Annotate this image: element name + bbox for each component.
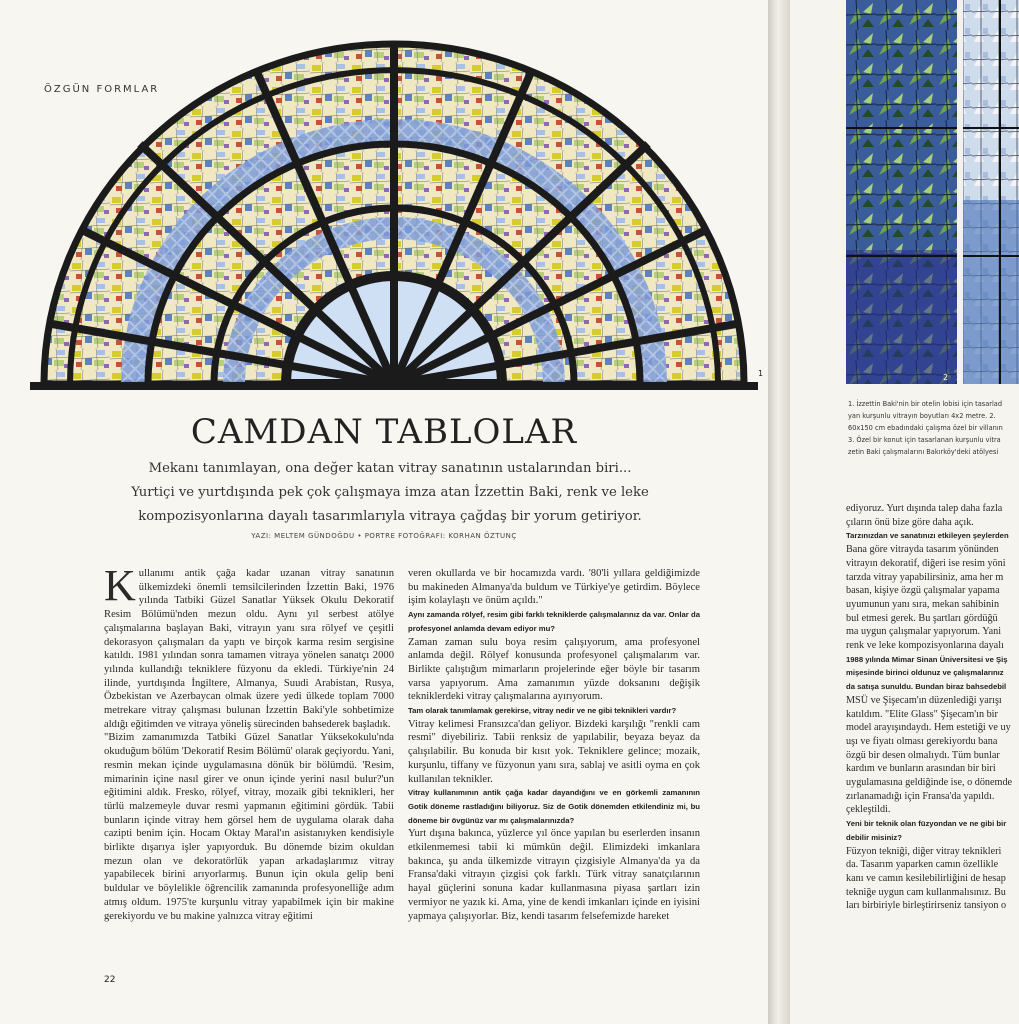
text-line: da satışa sunuldu. Bundan biraz bahsedebil <box>846 682 1007 692</box>
paragraph: Zaman zaman sulu boya resim çalışıyorum, ama profesyonel anlamda değil. Rölyef konusunda profesyonel çalışmalarım var. Birlikte çalıştığım mimarların projelerinde eğer böyle bir tasarım varsa yapıyorum. Ama zamanımın yüzde doksanını değişik tekniklerdeki vitray çalışmalarına ayırıyorum. <box>408 636 700 703</box>
interview-question: Vitray kullanımının antik çağa kadar dayandığını ve en görkemli zamanının Gotik döneme rastladığını biliyoruz. Siz de Gotik dönemden etkilendiniz mi, bu döneme bir övgünüz var mı çalışmalarınızda? <box>408 788 700 825</box>
lead-line: kompozisyonlarına dayalı tasarımlarıyla vitraya çağdaş bir yorum getiriyor. <box>138 509 642 524</box>
text-line: katıldım. "Elite Glass" Şişecam'ın bir <box>846 708 998 720</box>
right-page <box>790 0 1019 1024</box>
photo-number-3: 3 <box>956 373 962 382</box>
text-line: 1988 yılında Mimar Sinan Üniversitesi ve Şiş <box>846 654 1008 664</box>
text-line: özgü bir desen olmalıydı. Tüm bunlar <box>846 749 1000 761</box>
text-line: renk ve leke kompozisyonlarına dayalı <box>846 640 1004 652</box>
photo-caption <box>848 398 1019 458</box>
paragraph: Yurt dışına bakınca, yüzlerce yıl önce yapılan bu eserlerden insanın etkilenmemesi tabii ki mümkün değil. Elimizdeki imkanlara bakınca, şu anda ülkemizde vitrayın çizgisiyle Almanya'da ya da Fransa'daki vitrayın çizgisi çok farklı. Türk vitray sanatçılarının hayal güçlerini sonuna kadar kullanmasına piyasa şartları izin vermiyor ne yazık ki. Ama, yine de kendi imkanları içinde en iyisini yapmaya çalışıyorlar. Biz, kendi tasarım felsefemizde hareket <box>408 828 700 922</box>
text-line: bul etmesi gerek. Bu şartları gördüğü <box>846 612 998 624</box>
text-line: Füzyon tekniği, diğer vitray teknikleri <box>846 845 1002 857</box>
text-column-2 <box>408 567 700 923</box>
text-line: Yeni bir teknik olan füzyondan ve ne gibi bir <box>846 819 1007 829</box>
text-line: ma uygun çalışmalar yapıyorum. Yani <box>846 626 1002 638</box>
text-line: debilir misiniz? <box>846 832 902 842</box>
text-line: tarzda vitray yapabilirsiniz, ama her m <box>846 571 1004 583</box>
page-gutter <box>768 0 790 1024</box>
text-line: MSÜ ve Şişecam'ın düzenlediği yarışı <box>846 694 1002 706</box>
text-line: ediyoruz. Yurt dışında talep daha fazla <box>846 503 1003 514</box>
text-line: zırlanamadığı için Fransa'da yapıldı. <box>846 790 995 802</box>
text-line: basan, kişiye özgü çalışmalar yapama <box>846 585 1000 597</box>
paragraph <box>846 543 1019 653</box>
paragraph <box>846 845 1019 914</box>
paragraph <box>846 502 1019 529</box>
caption-line: yan kurşunlu vitrayın boyutları 4x2 metre. 2. <box>848 412 996 420</box>
text-line: da. Tasarım yaparken camın özellikle <box>846 859 999 871</box>
paragraph: veren okullarda ve bir hocamızda vardı. '80'li yıllara geldiğimizde bu makineden Almanya'da buldum ve Türkiye'ye getirdim. Böylece işim kolaylaştı ve önüm açıldı." <box>408 568 700 607</box>
interview-question <box>846 817 1019 844</box>
page-number: 22 <box>104 975 116 985</box>
interview-question <box>846 529 1019 543</box>
text-line: uygulamasına geldiğinde ise, o dönemde <box>846 777 1013 789</box>
text-line: kardım ve bunların arasından bir biri <box>846 763 996 775</box>
lead-line: Mekanı tanımlayan, ona değer katan vitray sanatının ustalarından biri... <box>148 461 632 476</box>
text-line: uşı ve fiyatı olması gerekiyordu bana <box>846 735 998 747</box>
text-line: model arayışındaydı. Hem estetiği ve uy <box>846 722 1011 734</box>
caption-line: 1. İzzettin Baki'nin bir otelin lobisi için tasarlad <box>848 400 1003 408</box>
text-line: ları birbiriyle birleştirirseniz tansiyon o <box>846 900 1007 912</box>
text-line: çıların önü bize göre daha açık. <box>846 516 974 528</box>
figure-number: 1 <box>758 369 764 378</box>
caption-line: zetin Baki çalışmalarını Bakırköy'deki atölyesi <box>848 448 999 456</box>
section-label: ÖZGÜN FORMLAR <box>44 84 160 95</box>
byline: YAZI: MELTEM GÜNDOĞDU • PORTRE FOTOĞRAFI: KORHAN ÖZTUNÇ <box>251 532 517 540</box>
paragraph-text: ullanımı antik çağa kadar uzanan vitray sanatının ülkemizdeki önemli temsilcilerinden İzzettin Baki, 1976 yılında Tatbiki Güzel Sanatlar Yüksek Okulu Dekoratif Resim Bölümü'nden mezun oldu. Aynı yıl serbest atölye çalışmalarına başlayan Baki, vitrayın yanı sıra rölyef ve çeşitli dekorasyon çalışmaları da yaptı ve birçok karma resim sergisine katıldı. 1981 yılından sonra tamamen vitraya yönelen sanatçı 2000 yılında kullandığı tekniklere füzyonu da ekledi. Türkiye'nin 24 ilinde, yurtdışında İngiltere, Almanya, Suudi Arabistan, Rusya, Özbekistan ve Azerbaycan olmak üzere yedi ülkede toplam 7000 metrekare vitray çalışması bulunan İzzettin Baki'yle sohbetimize aldığı eğitimden ve vitraya yöneliş sürecinden bahsederek başladık. <box>104 568 394 730</box>
photo-number-2: 2 <box>943 373 949 382</box>
text-line: kanı ve camın kesilebilirliğini de hesap <box>846 872 1006 884</box>
stained-glass-photos <box>846 0 1019 384</box>
stained-glass-window-image <box>30 40 758 390</box>
stained-glass-photo-image <box>846 0 1019 384</box>
paragraph: Vitray kelimesi Fransızca'dan geliyor. Bizdeki karşılığı "renkli cam resmi" diyebiliriz. Tabii renksiz de yapılabilir, beyaza beyaz da çalışılabilir. Bu konuda bir kısıt yok. Tekniklere gelince; mozaik, kurşunlu, tiffany ve füzyonun yanı sıra, sablaj ve asitli oyma en çok kullanılan teknikler. <box>408 718 700 785</box>
interview-question: Tam olarak tanımlamak gerekirse, vitray nedir ve ne gibi teknikleri vardır? <box>408 706 677 716</box>
interview-question <box>846 653 1019 694</box>
text-line: Bana göre vitrayda tasarım yönünden <box>846 544 999 556</box>
text-line: çekleştildi. <box>846 804 891 816</box>
paragraph: "Bizim zamanımızda Tatbiki Güzel Sanatlar Yüksekokulu'nda okuduğum bölüm 'Dekoratif Resim Bölümü' olarak geçiyordu. Yani, resmin mekan içinde uygulamasına dönük bir bölümdü. 'Resim, mimarinin içine nasıl girer ve onun içinde yerini nasıl bulur?'un eğitimini aldık. Fresko, rölyef, vitray, mozaik gibi teknikleri, her türlü malzemeyle duvar resmi yapmanın eğitimini gördük. Tabii bunların içinde vitray hem görsel hem de uygulama olarak daha cazipti benim için. Hocam Oktay Maral'ın asistanıyken kendisiyle birlikte dışarıya işler yapıyorduk. Bu dönemde bizim okuldan mezun olan ve dekoratörlük yapan arkadaşlarımız vitray yapabilecek birini arıyorlarmış. Bunun için okula gelip beni buldular ve böylelikle öğrencilik zamanında profesyonelliğe adım atmış oldum. 1975'te kurşunlu vitray yapabilmek için bir makine gerekiyordu ve bu makine yalnızca vitray eğitimi <box>104 732 394 922</box>
interview-question: Aynı zamanda rölyef, resim gibi farklı tekniklerde çalışmalarınız da var. Onlar da profesyonel anlamda devam ediyor mu? <box>408 610 700 633</box>
text-line: vitrayın dekoratif, diğeri ise resim yöni <box>846 557 1006 569</box>
article-title: CAMDAN TABLOLAR <box>190 412 578 452</box>
caption-line: 60x150 cm ebadındaki çalışma özel bir villanın <box>848 424 1003 432</box>
text-line: mişesinde birinci oldunuz ve çalışmalarınız <box>846 668 1004 678</box>
paragraph <box>104 561 394 731</box>
caption-line: 3. Özel bir konut için tasarlanan kurşunlu vitra <box>848 436 1001 444</box>
text-line: Tarzınızdan ve sanatınızı etkileyen şeylerden <box>846 531 1009 541</box>
lead-line: Yurtiçi ve yurtdışında pek çok çalışmaya imza atan İzzettin Baki, renk ve leke <box>131 485 649 500</box>
text-column-1 <box>104 561 394 923</box>
text-line: uyumunun yanı sıra, mekan sahibinin <box>846 598 1000 610</box>
paragraph <box>846 694 1019 817</box>
text-column-3 <box>846 502 1019 913</box>
article-lead <box>110 457 670 529</box>
text-line: tekniğe uygun cam kullanmalısınız. Bu <box>846 886 1006 898</box>
drop-cap: K <box>104 561 136 610</box>
